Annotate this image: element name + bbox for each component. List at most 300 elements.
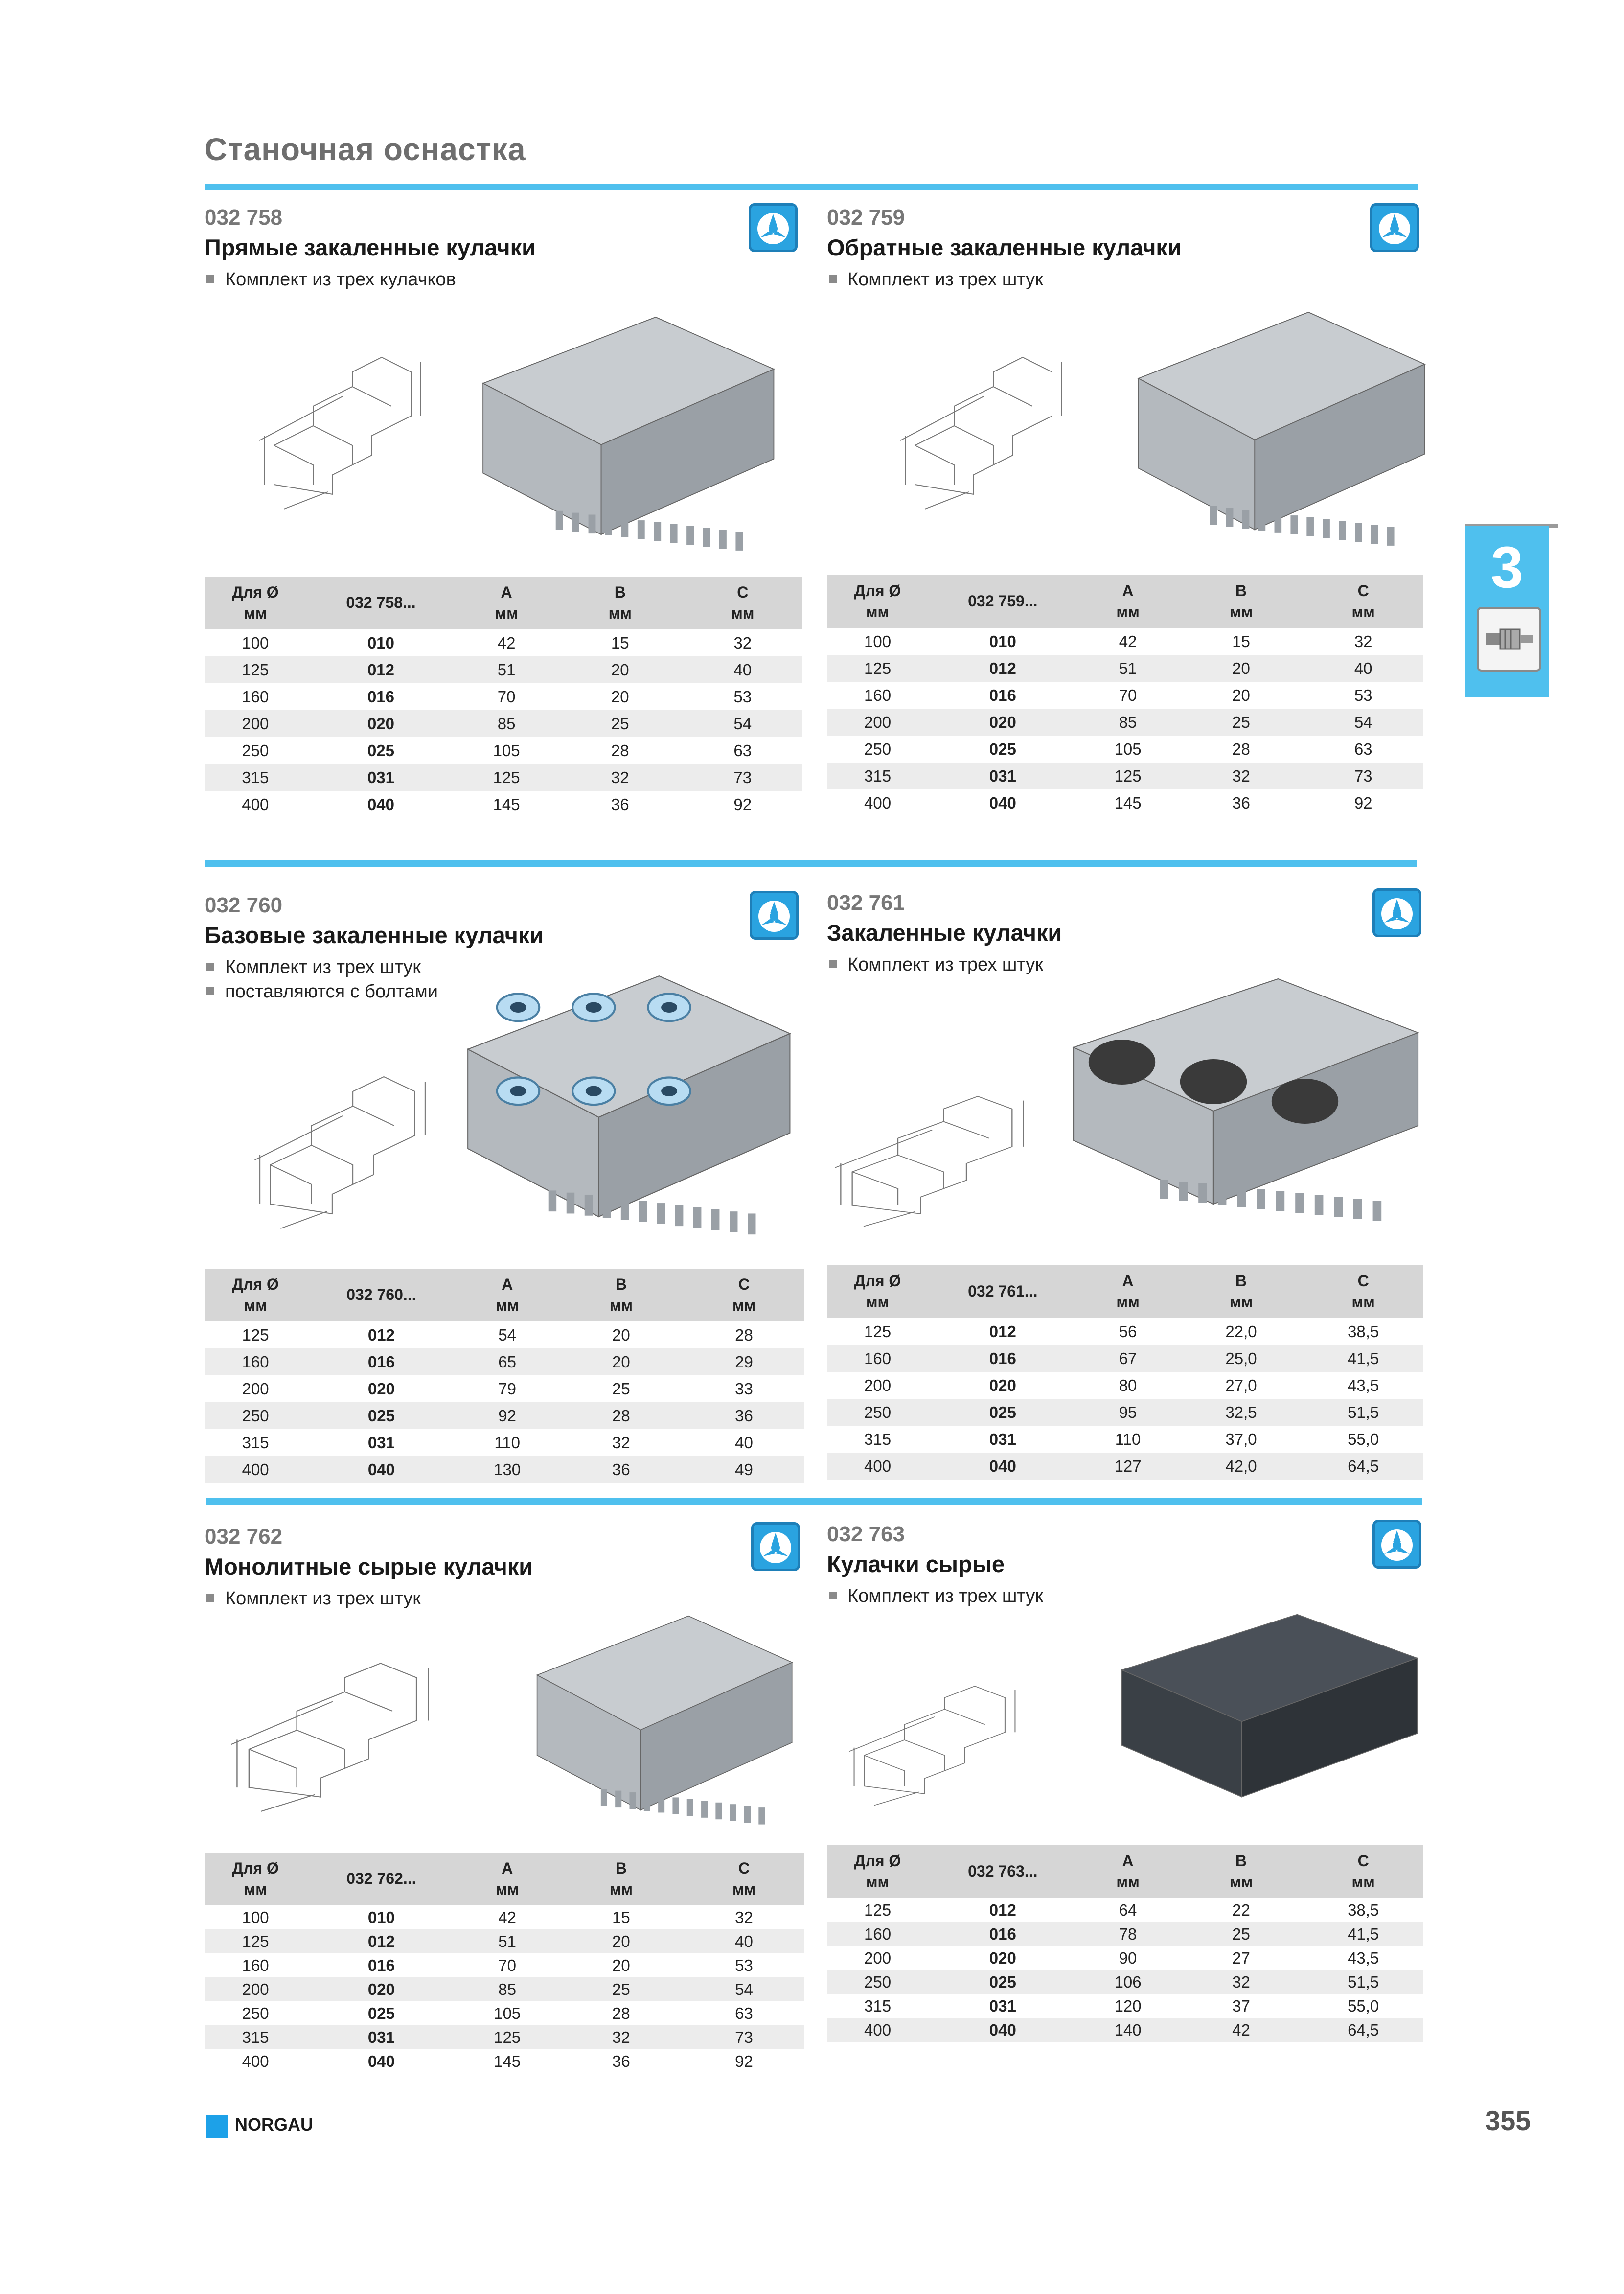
table-row	[205, 1929, 804, 1953]
col-diameter: Для Ø мм	[205, 577, 306, 629]
col-code: 032 761...	[928, 1265, 1077, 1318]
table-cell: 20	[611, 687, 629, 706]
product-bullet: Комплект из трех штук	[205, 1588, 421, 1609]
table-cell: 55,0	[1348, 1430, 1379, 1448]
table-cell: 36	[611, 795, 629, 813]
col-b: B мм	[558, 1269, 684, 1321]
table-cell: 36	[684, 1402, 804, 1429]
table-row	[827, 1372, 1423, 1399]
col-c: C мм	[1304, 575, 1423, 628]
table-cell: 031	[367, 1433, 395, 1452]
table-cell: 85	[456, 710, 557, 737]
table-row	[827, 709, 1423, 736]
table-cell: 110	[1115, 1430, 1141, 1448]
section-divider	[206, 1498, 1422, 1505]
table-cell: 51	[457, 1929, 558, 1953]
table-row	[827, 655, 1423, 682]
table-cell: 92	[735, 2052, 753, 2070]
table-cell: 27	[1232, 1948, 1250, 1967]
table-cell: 145	[494, 2052, 521, 2070]
table-cell: 125	[242, 1325, 269, 1344]
table-cell: 160	[827, 1345, 928, 1372]
table-cell: 49	[684, 1456, 804, 1483]
table-cell: 020	[367, 1379, 395, 1398]
table-cell: 20	[558, 1348, 684, 1375]
table-header-row	[205, 1853, 804, 1905]
table-row	[827, 1922, 1423, 1946]
table-cell: 67	[1077, 1345, 1179, 1372]
col-diameter: Для Ø мм	[827, 575, 928, 628]
table-cell: 400	[242, 2052, 269, 2070]
table-row	[827, 1970, 1423, 1994]
table-cell: 25	[1179, 1922, 1304, 1946]
table-cell: 54	[684, 1977, 804, 2001]
table-header-row	[827, 1845, 1423, 1898]
table-cell: 315	[827, 763, 928, 789]
table-cell: 031	[989, 1996, 1016, 2015]
table-cell: 140	[1077, 2018, 1179, 2042]
table-cell: 42,0	[1179, 1453, 1304, 1480]
product-code: 032 762	[205, 1525, 283, 1549]
product-photo	[1052, 950, 1429, 1233]
col-c: C мм	[684, 1853, 804, 1905]
table-cell: 025	[928, 1399, 1077, 1426]
table-cell: 012	[306, 1929, 456, 1953]
table-cell: 40	[684, 1929, 804, 1953]
table-cell: 53	[733, 687, 752, 706]
table-cell: 28	[558, 1402, 684, 1429]
table-row	[205, 683, 802, 710]
table-cell: 160	[242, 1956, 269, 1974]
table-cell: 28	[735, 1325, 753, 1344]
table-cell: 85	[457, 1977, 558, 2001]
product-bullet: Комплект из трех штук	[827, 1586, 1043, 1607]
table-cell: 016	[306, 1348, 456, 1375]
table-cell: 315	[864, 1996, 892, 2015]
table-cell: 160	[827, 1922, 928, 1946]
table-cell: 315	[205, 2025, 306, 2049]
product-bullet: Комплект из трех кулачков	[205, 269, 456, 290]
table-row	[827, 1453, 1423, 1480]
table-cell: 016	[928, 1922, 1077, 1946]
product-photo	[448, 945, 800, 1248]
table-cell: 105	[494, 2004, 521, 2022]
table-cell: 040	[367, 2052, 395, 2070]
dimension-drawing	[254, 323, 431, 529]
table-cell: 70	[497, 687, 516, 706]
table-cell: 250	[242, 2004, 269, 2022]
table-row	[827, 1994, 1423, 2018]
product-bullet: поставляются с болтами	[205, 981, 438, 1002]
table-cell: 025	[306, 1402, 456, 1429]
page-number: 355	[1485, 2105, 1531, 2136]
col-b: B мм	[558, 1853, 684, 1905]
table-cell: 54	[683, 710, 802, 737]
table-cell: 64,5	[1304, 2018, 1423, 2042]
brand-name: NORGAU	[235, 2114, 313, 2134]
table-cell: 70	[498, 1956, 516, 1974]
table-cell: 25	[612, 1379, 630, 1398]
table-row	[205, 1456, 804, 1483]
three-jaw-chuck-icon[interactable]	[1372, 1520, 1421, 1569]
table-cell: 22,0	[1225, 1322, 1257, 1341]
table-cell: 400	[827, 1453, 928, 1480]
table-row	[205, 737, 802, 764]
table-cell: 125	[827, 655, 928, 682]
table-row	[205, 1977, 804, 2001]
table-header-row	[827, 1265, 1423, 1318]
table-cell: 25	[557, 710, 683, 737]
table-cell: 250	[827, 1970, 928, 1994]
col-b: B мм	[1179, 575, 1304, 628]
table-cell: 125	[1077, 763, 1179, 789]
product-photo	[521, 1591, 800, 1835]
col-c: C мм	[1304, 1265, 1423, 1318]
table-row	[205, 2049, 804, 2073]
table-cell: 016	[367, 1956, 395, 1974]
col-code: 032 759...	[928, 575, 1077, 628]
table-cell: 43,5	[1348, 1948, 1379, 1967]
table-cell: 110	[494, 1433, 520, 1452]
table-cell: 016	[367, 687, 395, 706]
col-code: 032 763...	[928, 1845, 1077, 1898]
table-cell: 20	[612, 1956, 630, 1974]
product-bullet: Комплект из трех штук	[827, 269, 1043, 290]
table-row	[827, 2018, 1423, 2042]
table-cell: 54	[498, 1325, 516, 1344]
table-row	[205, 656, 802, 683]
table-cell: 200	[205, 710, 306, 737]
table-cell: 400	[864, 793, 892, 812]
table-cell: 20	[557, 656, 683, 683]
table-row	[205, 1348, 804, 1375]
col-c: C мм	[684, 1269, 804, 1321]
table-cell: 28	[612, 2004, 630, 2022]
table-cell: 54	[1304, 709, 1423, 736]
table-cell: 53	[735, 1956, 753, 1974]
table-cell: 012	[989, 1322, 1016, 1341]
table-cell: 200	[864, 1376, 892, 1394]
col-code: 032 758...	[306, 577, 456, 629]
table-cell: 20	[558, 1929, 684, 1953]
table-cell: 15	[1232, 632, 1250, 650]
table-cell: 32	[612, 1433, 630, 1452]
table-cell: 025	[367, 741, 395, 760]
brand-logo-mark	[206, 2115, 228, 2138]
table-cell: 28	[1232, 740, 1250, 758]
table-cell: 160	[242, 687, 269, 706]
table-cell: 400	[827, 2018, 928, 2042]
product-title: Закаленные кулачки	[827, 920, 1062, 946]
table-cell: 36	[1232, 793, 1250, 812]
product-title: Кулачки сырые	[827, 1551, 1005, 1577]
product-title: Прямые закаленные кулачки	[205, 234, 536, 260]
table-row	[205, 1375, 804, 1402]
table-cell: 315	[864, 1430, 892, 1448]
table-cell: 32	[733, 633, 752, 652]
product-title: Монолитные сырые кулачки	[205, 1553, 533, 1579]
dimension-drawing	[225, 1630, 440, 1831]
table-cell: 145	[1114, 793, 1142, 812]
table-cell: 37,0	[1225, 1430, 1257, 1448]
product-code: 032 763	[827, 1522, 905, 1546]
table-row	[205, 710, 802, 737]
table-row	[205, 1905, 804, 1929]
table-cell: 51	[456, 656, 557, 683]
table-cell: 63	[735, 2004, 753, 2022]
table-row	[205, 1402, 804, 1429]
table-header-row	[827, 575, 1423, 628]
table-cell: 32	[558, 2025, 684, 2049]
table-row	[205, 764, 802, 791]
table-row	[827, 1345, 1423, 1372]
table-cell: 25	[558, 1977, 684, 2001]
table-cell: 51	[1077, 655, 1179, 682]
table-cell: 41,5	[1304, 1345, 1423, 1372]
table-cell: 105	[493, 741, 520, 760]
table-cell: 78	[1077, 1922, 1179, 1946]
chapter-number: 3	[1490, 534, 1524, 600]
table-cell: 73	[1304, 763, 1423, 789]
table-cell: 63	[1354, 740, 1372, 758]
table-cell: 22	[1232, 1900, 1250, 1919]
table-cell: 125	[205, 1929, 306, 1953]
product-photo	[1103, 1591, 1426, 1821]
table-cell: 42	[1119, 632, 1137, 650]
table-cell: 36	[612, 2052, 630, 2070]
table-cell: 016	[989, 686, 1016, 704]
product-bullet: Комплект из трех штук	[827, 954, 1043, 975]
three-jaw-chuck-icon[interactable]	[1372, 888, 1421, 937]
spec-table	[205, 577, 802, 818]
table-row	[827, 1898, 1423, 1922]
table-cell: 43,5	[1348, 1376, 1379, 1394]
table-cell: 32	[735, 1908, 753, 1926]
table-cell: 38,5	[1348, 1900, 1379, 1919]
table-cell: 200	[827, 709, 928, 736]
section-divider	[205, 184, 1418, 190]
table-row	[827, 736, 1423, 763]
table-cell: 40	[683, 656, 802, 683]
product-photo	[465, 289, 783, 563]
col-c: C мм	[683, 577, 802, 629]
product-code: 032 759	[827, 206, 905, 230]
table-cell: 145	[493, 795, 520, 813]
table-cell: 73	[683, 764, 802, 791]
table-cell: 27,0	[1225, 1376, 1257, 1394]
table-row	[827, 1399, 1423, 1426]
table-cell: 100	[242, 633, 269, 652]
table-cell: 400	[205, 1456, 306, 1483]
table-row	[205, 2001, 804, 2025]
table-cell: 63	[733, 741, 752, 760]
table-cell: 031	[306, 2025, 456, 2049]
dimension-drawing	[895, 323, 1072, 529]
table-row	[827, 1318, 1423, 1345]
table-row	[205, 791, 802, 818]
col-b: B мм	[1179, 1845, 1304, 1898]
col-b: B мм	[1179, 1265, 1304, 1318]
spec-table	[827, 575, 1423, 816]
spec-table	[827, 1265, 1423, 1480]
table-cell: 29	[684, 1348, 804, 1375]
table-cell: 92	[1354, 793, 1372, 812]
table-cell: 105	[1114, 740, 1142, 758]
table-cell: 33	[735, 1379, 753, 1398]
product-photo	[1121, 284, 1434, 558]
col-a: A мм	[457, 1269, 558, 1321]
table-cell: 42	[498, 1908, 516, 1926]
dimension-drawing	[844, 1659, 1025, 1821]
product-title: Базовые закаленные кулачки	[205, 922, 544, 948]
table-cell: 040	[989, 793, 1016, 812]
table-cell: 010	[989, 632, 1016, 650]
table-row	[827, 628, 1423, 655]
table-cell: 315	[205, 764, 306, 791]
product-code: 032 761	[827, 891, 905, 915]
table-cell: 012	[367, 1325, 395, 1344]
table-cell: 016	[928, 1345, 1077, 1372]
table-cell: 315	[242, 1433, 269, 1452]
col-code: 032 762...	[306, 1853, 456, 1905]
col-a: A мм	[457, 1853, 558, 1905]
table-cell: 64	[1119, 1900, 1137, 1919]
three-jaw-chuck-icon[interactable]	[1370, 203, 1419, 252]
table-cell: 64,5	[1304, 1453, 1423, 1480]
col-diameter: Для Ø мм	[205, 1269, 306, 1321]
three-jaw-chuck-icon[interactable]	[751, 1522, 800, 1571]
table-cell: 012	[306, 656, 456, 683]
table-cell: 42	[1179, 2018, 1304, 2042]
table-row	[205, 1321, 804, 1348]
table-cell: 106	[1077, 1970, 1179, 1994]
table-cell: 025	[928, 1970, 1077, 1994]
col-a: A мм	[1077, 1845, 1179, 1898]
table-cell: 012	[928, 655, 1077, 682]
table-cell: 010	[367, 633, 395, 652]
table-header-row	[205, 577, 802, 629]
table-row	[827, 682, 1423, 709]
table-cell: 020	[306, 1977, 456, 2001]
table-cell: 36	[558, 1456, 684, 1483]
table-cell: 32	[557, 764, 683, 791]
table-cell: 90	[1119, 1948, 1137, 1967]
product-code: 032 758	[205, 206, 283, 230]
table-cell: 160	[864, 686, 892, 704]
col-a: A мм	[1077, 575, 1179, 628]
table-cell: 020	[928, 709, 1077, 736]
table-cell: 51,5	[1304, 1399, 1423, 1426]
table-cell: 010	[367, 1908, 395, 1926]
table-row	[205, 629, 802, 656]
product-code: 032 760	[205, 893, 283, 917]
table-cell: 25	[1179, 709, 1304, 736]
table-cell: 92	[733, 795, 752, 813]
col-b: B мм	[557, 577, 683, 629]
table-cell: 012	[989, 1900, 1016, 1919]
table-cell: 25,0	[1179, 1345, 1304, 1372]
chuck-jaw-icon	[1477, 607, 1541, 672]
table-header-row	[205, 1269, 804, 1321]
table-cell: 200	[864, 1948, 892, 1967]
table-cell: 025	[367, 2004, 395, 2022]
table-cell: 20	[1179, 655, 1304, 682]
table-cell: 040	[306, 1456, 456, 1483]
table-cell: 031	[928, 763, 1077, 789]
table-cell: 95	[1077, 1399, 1179, 1426]
col-c: C мм	[1304, 1845, 1423, 1898]
table-cell: 15	[612, 1908, 630, 1926]
table-row	[827, 1426, 1423, 1453]
table-cell: 92	[457, 1402, 558, 1429]
col-a: A мм	[456, 577, 557, 629]
col-diameter: Для Ø мм	[205, 1853, 306, 1905]
table-row	[827, 789, 1423, 816]
table-cell: 40	[1304, 655, 1423, 682]
table-cell: 025	[989, 740, 1016, 758]
col-diameter: Для Ø мм	[827, 1845, 928, 1898]
table-cell: 125	[456, 764, 557, 791]
table-cell: 040	[367, 795, 395, 813]
spec-table	[205, 1853, 804, 2073]
table-cell: 200	[205, 1977, 306, 2001]
table-cell: 42	[497, 633, 516, 652]
table-row	[205, 1953, 804, 1977]
product-title: Обратные закаленные кулачки	[827, 234, 1182, 260]
dimension-drawing	[829, 1067, 1035, 1243]
table-cell: 37	[1232, 1996, 1250, 2015]
table-row	[205, 2025, 804, 2049]
table-cell: 40	[735, 1433, 753, 1452]
table-cell: 80	[1119, 1376, 1137, 1394]
table-cell: 125	[205, 656, 306, 683]
table-cell: 41,5	[1304, 1922, 1423, 1946]
table-cell: 040	[928, 1453, 1077, 1480]
table-cell: 250	[205, 1402, 306, 1429]
table-cell: 53	[1354, 686, 1372, 704]
product-bullet: Комплект из трех штук	[205, 957, 421, 978]
three-jaw-chuck-icon[interactable]	[749, 203, 798, 252]
table-cell: 73	[684, 2025, 804, 2049]
spec-table	[205, 1269, 804, 1483]
table-cell: 28	[611, 741, 629, 760]
table-cell: 56	[1119, 1322, 1137, 1341]
table-cell: 125	[864, 1322, 892, 1341]
table-cell: 250	[864, 740, 892, 758]
dimension-drawing	[250, 1043, 435, 1248]
table-cell: 020	[989, 1376, 1016, 1394]
page-section-title: Станочная оснастка	[205, 132, 526, 167]
table-cell: 32	[1179, 1970, 1304, 1994]
table-cell: 79	[498, 1379, 516, 1398]
table-cell: 20	[612, 1325, 630, 1344]
table-cell: 38,5	[1348, 1322, 1379, 1341]
table-cell: 100	[864, 632, 892, 650]
table-cell: 32,5	[1179, 1399, 1304, 1426]
table-cell: 32	[1179, 763, 1304, 789]
table-cell: 130	[457, 1456, 558, 1483]
three-jaw-chuck-icon[interactable]	[750, 891, 799, 940]
table-cell: 15	[611, 633, 629, 652]
table-cell: 200	[242, 1379, 269, 1398]
table-cell: 120	[1114, 1996, 1142, 2015]
spec-table	[827, 1845, 1423, 2042]
table-cell: 020	[989, 1948, 1016, 1967]
table-cell: 250	[242, 741, 269, 760]
table-row	[205, 1429, 804, 1456]
table-cell: 125	[457, 2025, 558, 2049]
table-cell: 51,5	[1304, 1970, 1423, 1994]
